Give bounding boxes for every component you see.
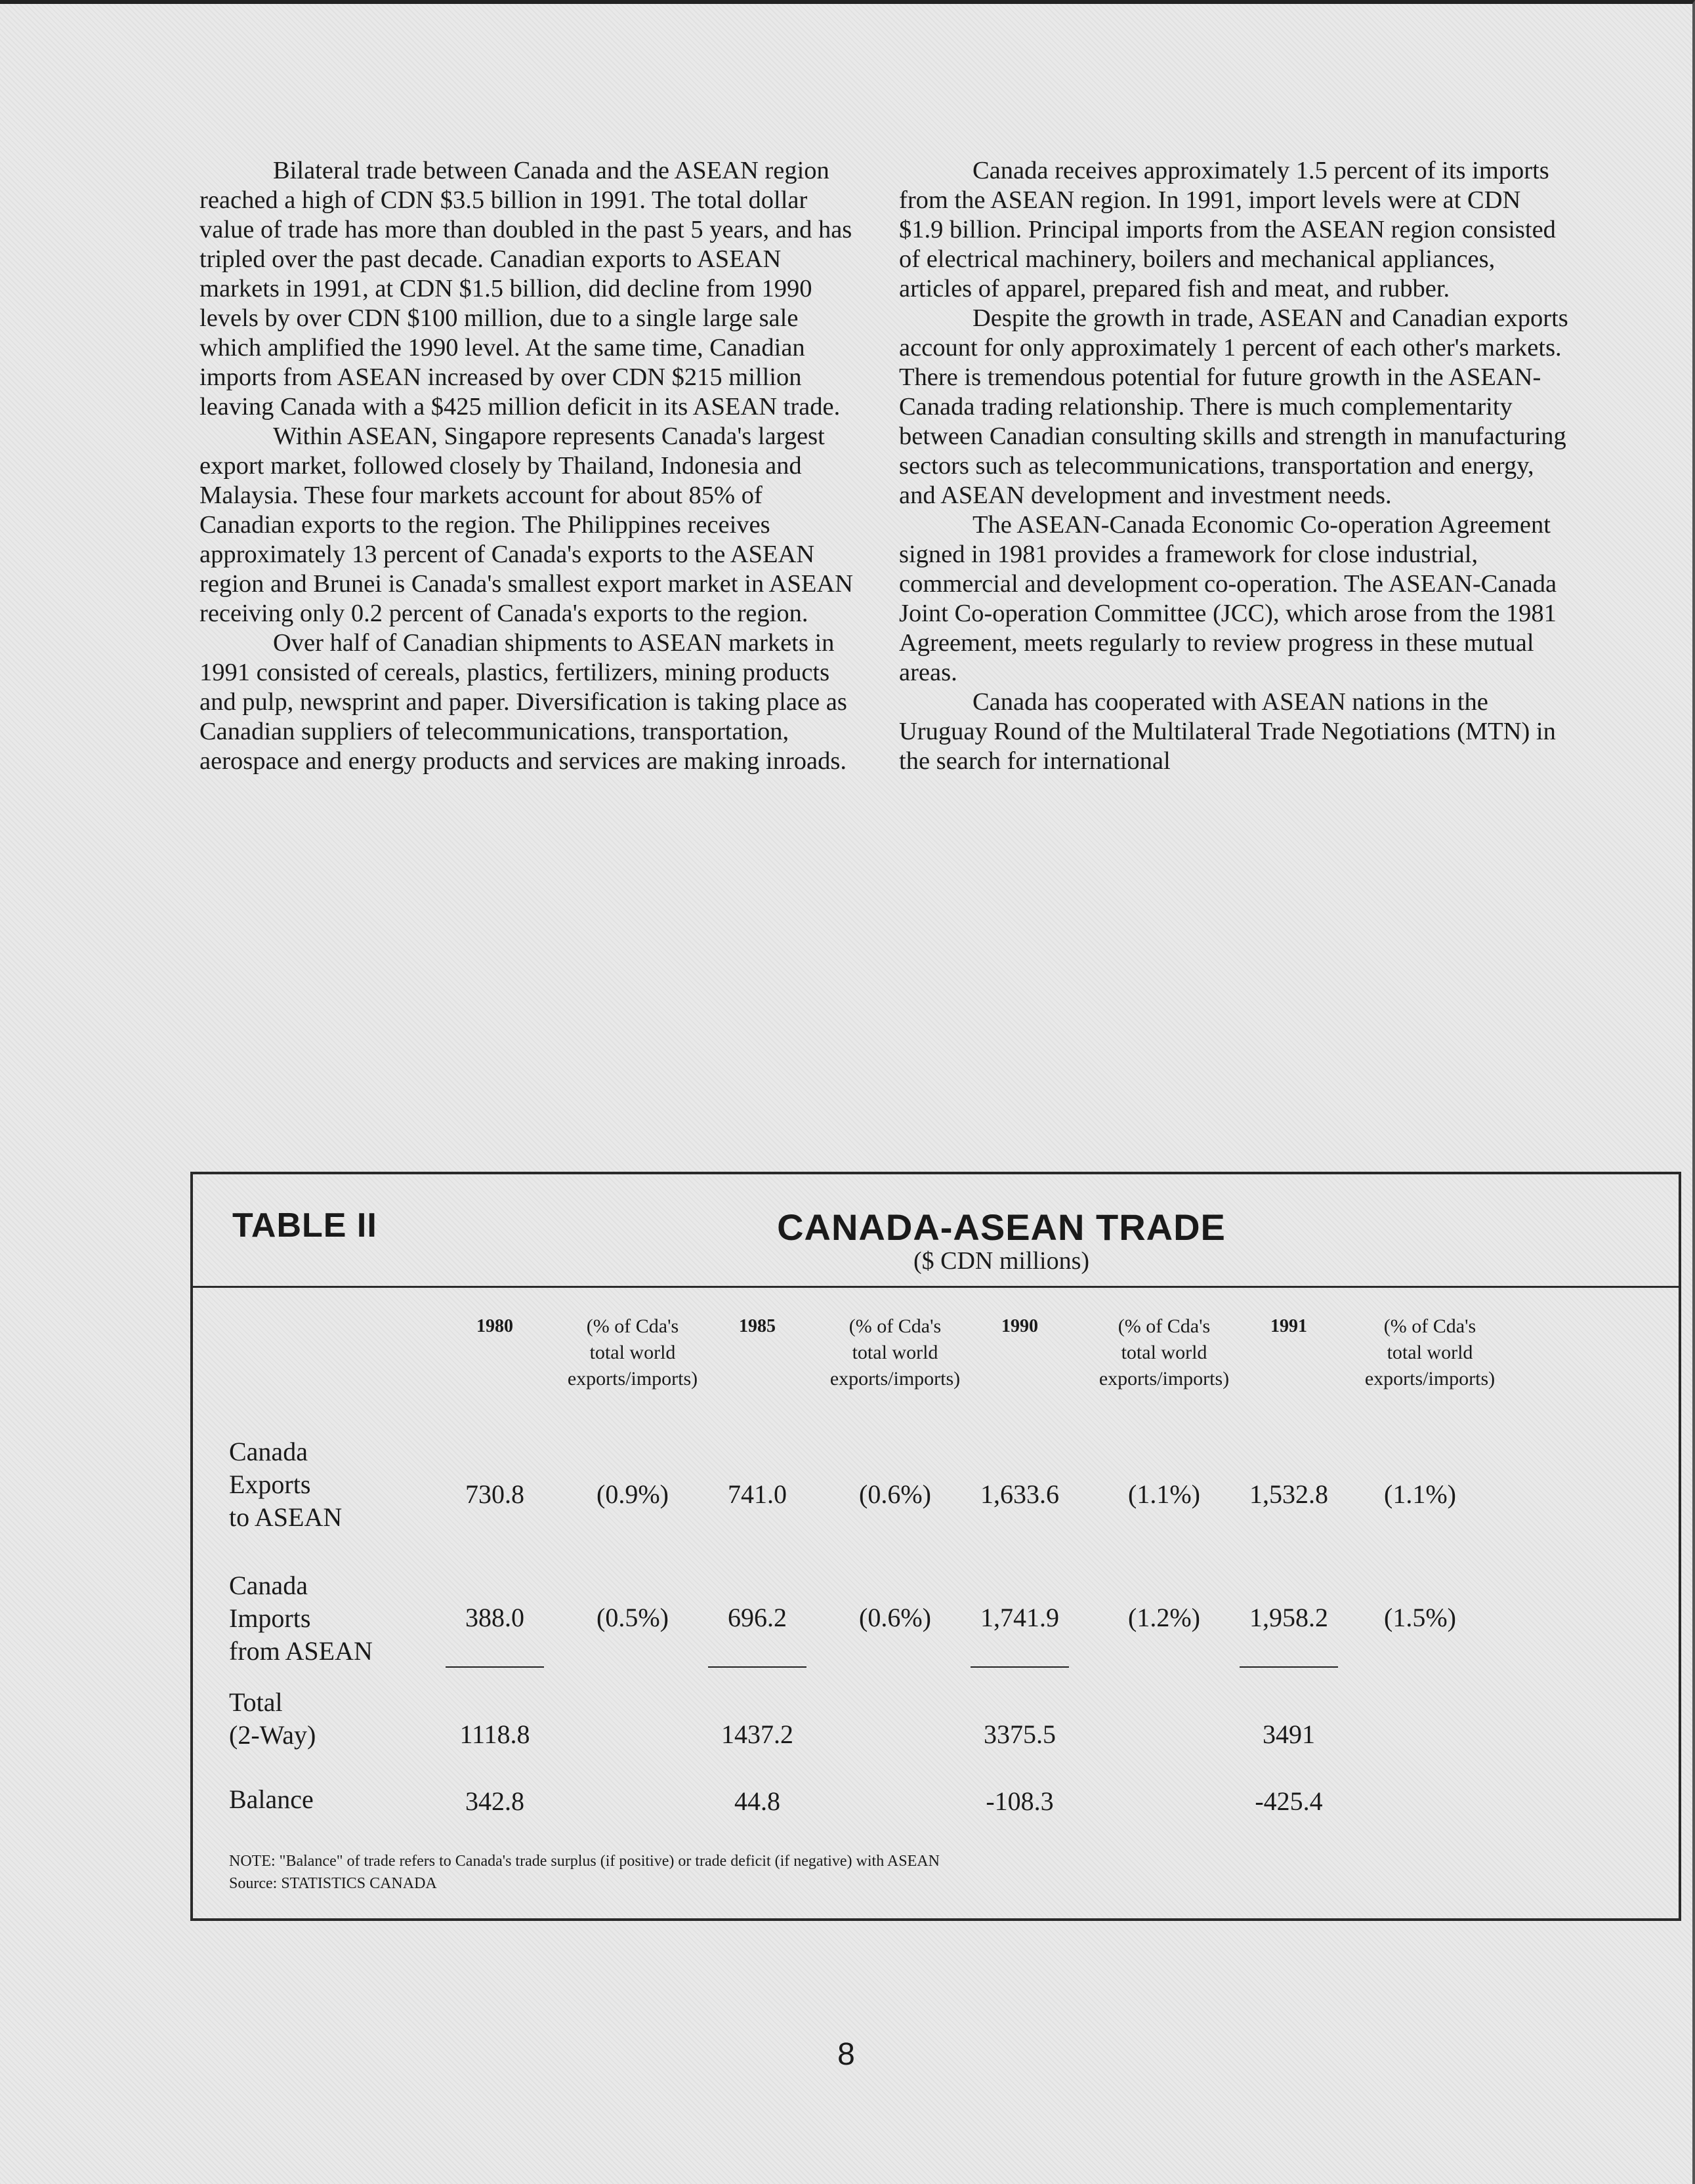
table-note xyxy=(229,1850,940,1895)
row-label-imports: Canada Imports from ASEAN xyxy=(229,1571,373,1666)
pct-header: (% of Cda's total world exports/imports) xyxy=(1364,1315,1496,1390)
table-cell: (0.9%) xyxy=(596,1479,669,1509)
table-header xyxy=(193,1174,1679,1288)
table-cell: 1,633.6 xyxy=(980,1479,1059,1509)
paragraph: Within ASEAN, Singapore represents Canada's largest export market, followed closely by Thailand, Indonesia and Malaysia. These four markets account for about 85% of Canadian exports to the region. The Philippines receives approximately 13 percent of Canada's exports to the ASEAN region and Brunei is Canada's smallest export market in ASEAN receiving only 0.2 percent of Canada's exports to the region. xyxy=(199,422,853,627)
table-cell: 696.2 xyxy=(728,1603,787,1632)
table-cell: 3491 xyxy=(1263,1720,1315,1749)
row-label-exports: Canada Exports to ASEAN xyxy=(229,1437,343,1532)
table-cell: -425.4 xyxy=(1255,1786,1323,1816)
table-cell: 1,741.9 xyxy=(980,1603,1059,1632)
table-cell: 730.8 xyxy=(465,1479,524,1509)
year-header: 1985 xyxy=(739,1316,776,1336)
table-cell: 342.8 xyxy=(465,1786,524,1816)
table-cell: (0.6%) xyxy=(859,1603,931,1632)
table-cell: (1.1%) xyxy=(1128,1479,1200,1509)
table-subtitle: ($ CDN millions) xyxy=(913,1247,1090,1275)
note-text: NOTE: "Balance" of trade refers to Canada's trade surplus (if positive) or trade deficit (if negative) with ASEAN xyxy=(229,1853,940,1870)
row-label-balance: Balance xyxy=(229,1784,314,1814)
table-cell: 741.0 xyxy=(728,1479,787,1509)
table-cell: 1118.8 xyxy=(459,1720,530,1749)
paragraph: The ASEAN-Canada Economic Co-operation Agreement signed in 1981 provides a framework for close industrial, commercial and development co-operation. The ASEAN-Canada Joint Co-operation Committee (JCC), which arose from the 1981 Agreement, meets regularly to review progress in these mutual areas. xyxy=(899,511,1557,686)
table-cell: 1,958.2 xyxy=(1249,1603,1328,1632)
table-label: TABLE II xyxy=(232,1206,377,1245)
paragraph: Despite the growth in trade, ASEAN and Canadian exports account for only approximately 1 percent of each other's markets. There is tremendous potential for future growth in the ASEAN-Canada trading relationship. There is much complementarity between Canadian consulting skills and strength in manufacturing sectors such as telecommunications, transportation and energy, and ASEAN development and investment needs. xyxy=(899,304,1568,509)
table-cell: 3375.5 xyxy=(984,1720,1056,1749)
pct-header: (% of Cda's total world exports/imports) xyxy=(567,1315,698,1390)
year-header: 1980 xyxy=(476,1316,513,1336)
table-cell: (0.5%) xyxy=(596,1603,669,1632)
paragraph: Canada has cooperated with ASEAN nations in the Uruguay Round of the Multilateral Trade Negotiations (MTN) in the search for international xyxy=(899,688,1556,775)
table-title: CANADA-ASEAN TRADE xyxy=(777,1206,1226,1248)
table-cell: 1,532.8 xyxy=(1249,1479,1328,1509)
pct-header: (% of Cda's total world exports/imports) xyxy=(1099,1315,1230,1390)
right-text-column xyxy=(899,156,1568,776)
table-cell: (1.1%) xyxy=(1384,1479,1456,1509)
source-text: Source: STATISTICS CANADA xyxy=(229,1875,437,1892)
row-label-total: Total (2-Way) xyxy=(229,1687,316,1750)
table-cell: (0.6%) xyxy=(859,1479,931,1509)
sum-rule xyxy=(971,1666,1069,1668)
table-cell: (1.5%) xyxy=(1384,1603,1456,1632)
paragraph: Canada receives approximately 1.5 percent of its imports from the ASEAN region. In 1991, import levels were at CDN $1.9 billion. Principal imports from the ASEAN region consisted of electrical machinery, boilers and mechanical appliances, articles of apparel, prepared fish and meat, and rubber. xyxy=(899,157,1556,302)
pct-header: (% of Cda's total world exports/imports) xyxy=(829,1315,961,1390)
table-cell: -108.3 xyxy=(986,1786,1054,1816)
table-cell: 44.8 xyxy=(734,1786,780,1816)
year-header: 1991 xyxy=(1270,1316,1307,1336)
sum-rule xyxy=(446,1666,544,1668)
year-header: 1990 xyxy=(1001,1316,1038,1336)
sum-rule xyxy=(708,1666,806,1668)
sum-rule xyxy=(1240,1666,1338,1668)
table-cell: (1.2%) xyxy=(1128,1603,1200,1632)
page-number: 8 xyxy=(837,2037,855,2072)
paragraph: Over half of Canadian shipments to ASEAN markets in 1991 consisted of cereals, plastics, fertilizers, mining products and pulp, newsprint and paper. Diversification is taking place as Canadian suppliers of telecommunications, transportation, aerospace and energy products and services are making inroads. xyxy=(199,629,847,775)
table-cell: 1437.2 xyxy=(721,1720,793,1749)
trade-table xyxy=(190,1172,1681,1921)
left-text-column xyxy=(199,156,856,776)
table-cell: 388.0 xyxy=(465,1603,524,1632)
paragraph: Bilateral trade between Canada and the ASEAN region reached a high of CDN $3.5 billion in 1991. The total dollar value of trade has more than doubled in the past 5 years, and has tripled over the past decade. Canadian exports to ASEAN markets in 1991, at CDN $1.5 billion, did decline from 1990 levels by over CDN $100 million, due to a single large sale which amplified the 1990 level. At the same time, Canadian imports from ASEAN increased by over CDN $215 million leaving Canada with a $425 million deficit in its ASEAN trade. xyxy=(199,157,852,421)
